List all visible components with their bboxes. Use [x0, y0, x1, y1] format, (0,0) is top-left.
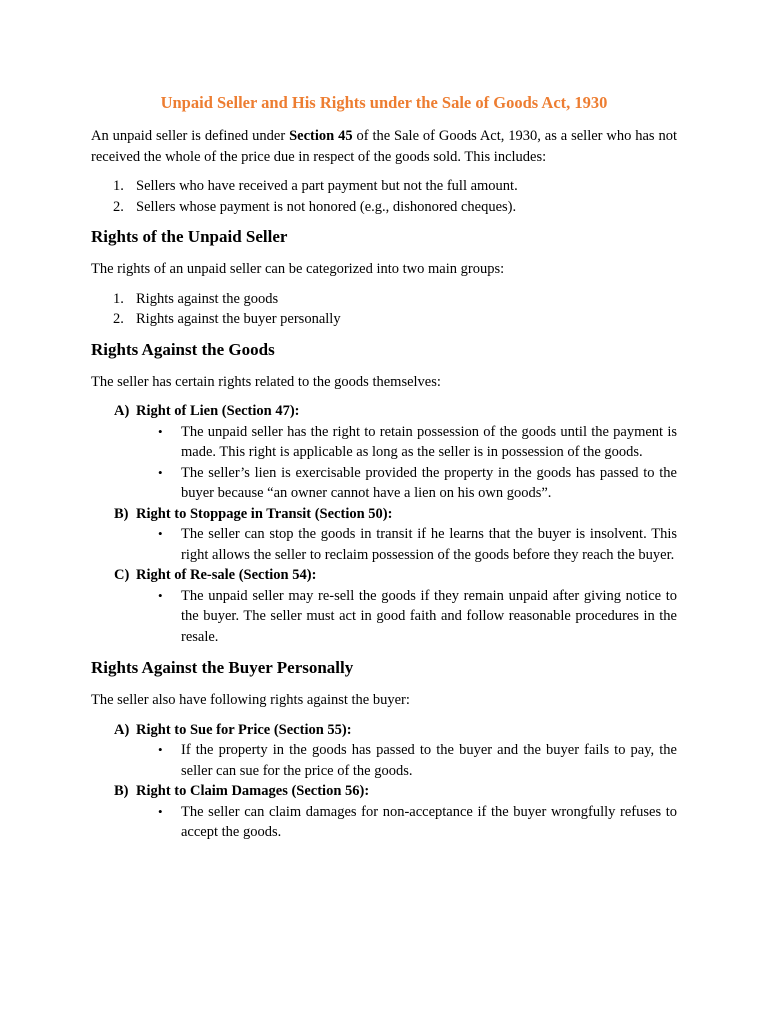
list-item-text: Rights against the goods	[136, 290, 279, 307]
bullet-text: The seller can stop the goods in transit if he learns that the buyer is insolvent. This right allows the seller to reclaim possession of the goods before they reach the buyer.	[181, 526, 677, 563]
bullet-text: The unpaid seller may re-sell the goods if they remain unpaid after giving notice to the buyer. The seller must act in good faith and follow reasonable procedures in the resale.	[181, 587, 677, 645]
list-marker: 2.	[113, 311, 124, 327]
bullet-text: The unpaid seller has the right to retain possession of the goods until the payment is made. This right is applicable as long as the seller is in possession of the goods.	[181, 423, 677, 460]
right-marker: B)	[114, 505, 129, 522]
bullet-icon: •	[158, 423, 163, 439]
right-item	[91, 504, 677, 566]
bullet-icon: •	[158, 587, 163, 603]
right-title	[91, 565, 677, 586]
section-rights-text: The rights of an unpaid seller can be categorized into two main groups:	[91, 261, 505, 277]
intro-text-end: of the Sale of Goods Act, 1930, as a seller who has not received the whole of the price due in respect of the goods sold. This includes:	[91, 128, 677, 165]
right-item	[91, 781, 677, 843]
right-title-text: Right of Lien (Section 47):	[136, 403, 300, 419]
right-title-text: Right to Stoppage in Transit (Section 50):	[136, 505, 393, 522]
right-item	[91, 565, 677, 647]
buyer-rights-list	[91, 720, 677, 843]
intro-text-start: An unpaid seller is defined under	[91, 128, 290, 144]
list-marker: 2.	[113, 198, 124, 215]
list-item	[91, 289, 677, 310]
intro-paragraph	[91, 126, 677, 167]
right-title	[91, 781, 677, 802]
list-item-text: Rights against the buyer personally	[136, 311, 341, 327]
right-marker: A)	[114, 403, 130, 419]
section-goods-text: The seller has certain rights related to the goods themselves:	[91, 373, 441, 390]
bullet-text: The seller can claim damages for non-acceptance if the buyer wrongfully refuses to accept the goods.	[181, 803, 677, 840]
bullet-list	[91, 802, 677, 843]
right-marker: C)	[114, 567, 130, 583]
section-heading-buyer: Rights Against the Buyer Personally	[91, 658, 354, 677]
right-title-text: Right of Re-sale (Section 54):	[136, 567, 317, 583]
right-title	[91, 401, 677, 422]
bullet-list	[91, 524, 677, 565]
rights-groups-list	[91, 289, 677, 330]
bullet-icon: •	[158, 526, 163, 541]
right-title	[91, 504, 677, 525]
section-heading-goods: Rights Against the Goods	[91, 339, 275, 359]
bullet-item	[91, 740, 677, 781]
bullet-item	[91, 802, 677, 843]
list-item-text: Sellers whose payment is not honored (e.g., dishonored cheques).	[136, 198, 517, 215]
intro-section-ref: Section 45	[289, 128, 353, 144]
bullet-icon: •	[158, 803, 163, 819]
section-buyer-text: The seller also have following rights against the buyer:	[91, 692, 410, 708]
bullet-icon: •	[158, 742, 163, 757]
goods-rights-list	[91, 401, 677, 647]
right-title	[91, 720, 677, 741]
right-item	[91, 401, 677, 504]
bullet-item	[91, 422, 677, 463]
right-title-text: Right to Sue for Price (Section 55):	[136, 721, 352, 738]
includes-list	[91, 176, 677, 217]
bullet-text: The seller’s lien is exercisable provided the property in the goods has passed to the buyer because “an owner cannot have a lien on his own goods”.	[181, 464, 677, 501]
right-item	[91, 720, 677, 782]
list-item	[91, 197, 677, 218]
list-marker: 1.	[113, 290, 124, 307]
bullet-text: If the property in the goods has passed to the buyer and the buyer fails to pay, the seller can sue for the price of the goods.	[181, 742, 677, 779]
right-title-text: Right to Claim Damages (Section 56):	[136, 783, 370, 799]
list-item	[91, 309, 677, 330]
right-marker: A)	[114, 721, 130, 738]
bullet-list	[91, 422, 677, 504]
section-heading-rights: Rights of the Unpaid Seller	[91, 227, 288, 246]
bullet-list	[91, 586, 677, 648]
document-title: Unpaid Seller and His Rights under the Sale of Goods Act, 1930	[160, 93, 608, 112]
bullet-item	[91, 586, 677, 648]
list-marker: 1.	[113, 178, 124, 194]
right-marker: B)	[114, 783, 129, 799]
bullet-item	[91, 463, 677, 504]
bullet-list	[91, 740, 677, 781]
list-item	[91, 176, 677, 197]
bullet-icon: •	[158, 464, 163, 480]
list-item-text: Sellers who have received a part payment but not the full amount.	[136, 178, 518, 194]
bullet-item	[91, 524, 677, 565]
